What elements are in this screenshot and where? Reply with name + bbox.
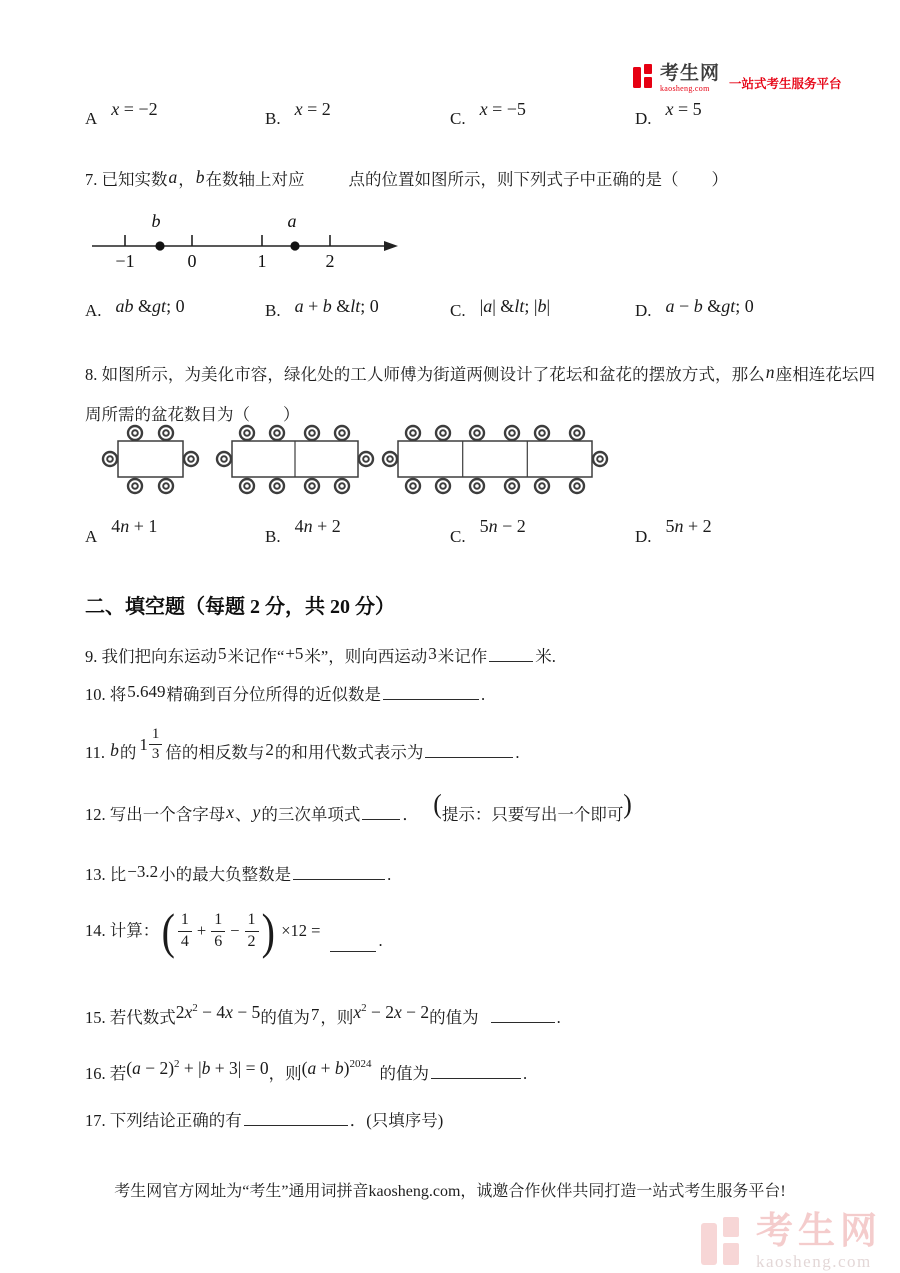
var-b: b (195, 167, 205, 187)
text-segment: 12. 写出一个含字母 (85, 805, 226, 824)
option-b (265, 99, 331, 129)
expression (176, 1002, 261, 1022)
text-segment: 7. 已知实数 (85, 170, 168, 189)
answer-blank (244, 1113, 348, 1126)
text-segment: 的值为 (379, 1063, 429, 1083)
text-segment: ， (178, 170, 195, 189)
point-a-label: a (287, 211, 297, 231)
denominator: 3 (151, 746, 160, 763)
operator: + (196, 921, 207, 940)
text-segment: 米记作 (437, 647, 488, 666)
var-y: y (252, 802, 261, 822)
operator: − (230, 921, 240, 940)
option-expression: a + b &lt; 0 (294, 296, 379, 316)
answer-blank (293, 867, 385, 880)
expr-part: (a + b) (301, 1057, 350, 1078)
denominator: 4 (180, 932, 189, 950)
text-segment: . (378, 931, 383, 950)
option-expression: 5n + 2 (665, 516, 712, 536)
question8-options (0, 516, 900, 558)
option-b (265, 296, 379, 321)
logo-name: 考生网 (660, 63, 721, 84)
question7-options (0, 296, 900, 332)
text-segment: 倍的相反数与 (165, 742, 265, 762)
option-expression: a − b &gt; 0 (665, 296, 754, 316)
text-segment: ． (402, 805, 419, 824)
question16 (85, 1058, 527, 1085)
text-segment: 点的位置如图所示，则下列式子中正确的是（ ） (348, 170, 728, 189)
expr-part: − 2x − 2 (366, 1001, 430, 1022)
right-paren: ) (623, 789, 633, 819)
option-d (635, 296, 754, 321)
text-segment: . (556, 1007, 561, 1027)
answer-blank (431, 1066, 521, 1079)
answer-blank (362, 807, 400, 820)
kaosheng-logo-icon (633, 64, 655, 90)
option-d (635, 99, 702, 129)
text-segment: 17. 下列结论正确的有 (85, 1111, 242, 1130)
answer-blank (383, 687, 479, 700)
point-b-dot (155, 241, 164, 250)
hint-text: 提示：只要写出一个即可 (441, 805, 624, 824)
left-paren: ( (161, 903, 176, 959)
denominator: 2 (247, 932, 256, 950)
question10 (85, 684, 485, 706)
text-segment: 16. 若 (85, 1063, 127, 1083)
watermark-domain: kaosheng.com (756, 1252, 872, 1271)
text-segment: 10. 将 (85, 685, 127, 704)
option-label: A. (85, 301, 102, 320)
expr-part: 2x (175, 1001, 193, 1022)
option-label: B. (265, 527, 281, 546)
expr-part: x (353, 1001, 362, 1022)
option-label: D. (635, 301, 652, 320)
question14 (85, 902, 383, 960)
var-b: b (110, 739, 119, 760)
option-expression: ab &gt; 0 (115, 296, 185, 316)
option-expression: x = 2 (294, 99, 331, 119)
text-segment: 米”，则向西运动 (304, 647, 428, 666)
number: 5.649 (127, 682, 166, 701)
text-segment: . (515, 742, 520, 762)
fraction (245, 911, 259, 951)
option-expression: |a| &lt; |b| (479, 296, 551, 316)
expression (126, 1058, 268, 1078)
option-label: D. (635, 527, 652, 546)
numerator: 1 (245, 911, 259, 931)
text-segment: . (522, 1063, 528, 1083)
option-a (85, 296, 185, 321)
site-logo (633, 64, 842, 93)
whole-part: 1 (139, 734, 148, 754)
logo-tagline: 一站式考生服务平台 (729, 77, 842, 91)
question13 (85, 864, 391, 886)
number-line-figure (90, 210, 400, 274)
var-n: n (765, 362, 775, 382)
question15 (85, 1002, 561, 1029)
expr-part: + |b + 3| = 0 (179, 1057, 269, 1078)
fraction (149, 726, 163, 764)
arrow-head (384, 241, 398, 251)
text-segment: 的三次单项式 (261, 805, 361, 824)
text-segment: 15. 若代数式 (85, 1007, 176, 1027)
fraction (178, 911, 192, 951)
number: 2 (265, 739, 274, 759)
text-segment: 精确到百分位所得的近似数是 (166, 685, 381, 704)
left-paren: ( (433, 789, 442, 819)
text-segment: ，则 (320, 1007, 354, 1027)
answer-blank (489, 649, 533, 662)
answer-blank (425, 745, 513, 758)
expression (353, 1002, 429, 1022)
mixed-number (139, 726, 162, 764)
option-expression: x = 5 (665, 99, 702, 119)
exponent: 2 (174, 1058, 180, 1070)
tick-label: −1 (115, 251, 135, 271)
tick-label: 0 (187, 251, 197, 271)
option-a (85, 99, 158, 129)
text-segment: 米记作“ (227, 647, 285, 666)
logo-text-block (660, 64, 720, 93)
option-expression: x = −5 (479, 99, 526, 119)
expression (302, 1058, 372, 1078)
text-segment: 在数轴上对应 (205, 170, 305, 189)
text-segment: 米. (535, 647, 556, 666)
option-label: B. (265, 301, 281, 320)
var-x: x (226, 802, 235, 822)
answer-blank (330, 939, 376, 952)
point-a-dot (290, 241, 299, 250)
denominator: 6 (214, 932, 223, 950)
option-label: C. (450, 301, 466, 320)
text-segment: 的 (119, 742, 137, 762)
text-segment: 座相连花坛四周所需的盆花数目为（ ） (85, 365, 876, 424)
option-expression: 4n + 1 (111, 516, 158, 536)
tick-label: 1 (257, 251, 267, 271)
text-segment: 、 (235, 805, 252, 824)
question11 (85, 726, 520, 772)
point-b-label: b (151, 211, 161, 231)
option-label: A (85, 527, 98, 546)
exponent: 2 (361, 1002, 367, 1014)
text-segment: . (387, 865, 392, 884)
text-segment: 小的最大负整数是 (159, 865, 292, 884)
number: 3 (428, 644, 437, 663)
exponent: 2 (192, 1002, 198, 1014)
expr-part: (a − 2) (126, 1057, 175, 1078)
text-segment: 9. 我们把向东运动 (85, 647, 217, 666)
text-segment: ．(只填序号) (349, 1111, 444, 1130)
option-expression: x = −2 (111, 99, 158, 119)
numerator: 1 (149, 726, 163, 745)
logo-domain: kaosheng.com (660, 84, 710, 93)
option-label: B. (265, 109, 281, 128)
footer-text: 考生网官方网址为“考生”通用词拼音kaosheng.com，诚邀合作伙伴共同打造一站式考生服务平台! (114, 1183, 786, 1200)
text-segment: 11. (85, 742, 110, 762)
question12 (85, 789, 633, 826)
text-segment: 的值为 (260, 1007, 310, 1027)
text-segment: 的和用代数式表示为 (274, 742, 424, 762)
option-c (450, 99, 526, 129)
number: 5 (218, 644, 227, 663)
option-label: C. (450, 527, 466, 546)
option-a (85, 516, 158, 547)
text-segment: . (481, 685, 486, 704)
text-segment: ，则 (268, 1063, 302, 1083)
section-title: 二、填空题（每题 2 分，共 20 分） (85, 596, 395, 618)
text-segment: ×12 = (281, 921, 321, 940)
number: +5 (285, 644, 304, 663)
question6-options (0, 99, 900, 140)
number: −3.2 (127, 862, 159, 881)
text-segment: 的值为 (429, 1007, 479, 1027)
tick-label: 2 (325, 251, 335, 271)
option-label: A (85, 109, 98, 128)
question9 (85, 646, 556, 668)
numerator: 1 (178, 911, 192, 931)
flowerbed-figure (95, 420, 625, 500)
watermark (700, 1211, 882, 1272)
number: 7 (310, 1004, 320, 1024)
var-a: a (168, 167, 178, 187)
text-segment: 14. 计算： (85, 921, 160, 940)
watermark-text-block (756, 1211, 882, 1272)
expr-part: − 4x − 5 (197, 1001, 261, 1022)
watermark-name: 考生网 (756, 1211, 882, 1252)
question7-stem (85, 168, 728, 191)
option-expression: 4n + 2 (294, 516, 341, 536)
fraction (211, 911, 225, 951)
option-b (265, 516, 341, 547)
exponent: 2024 (349, 1058, 372, 1070)
answer-blank (491, 1010, 555, 1023)
option-label: C. (450, 109, 466, 128)
option-label: D. (635, 109, 652, 128)
option-c (450, 296, 551, 321)
option-c (450, 516, 526, 547)
option-d (635, 516, 712, 547)
option-expression: 5n − 2 (479, 516, 526, 536)
text-segment: 13. 比 (85, 865, 127, 884)
text-segment: 8. 如图所示，为美化市容，绿化处的工人师傅为街道两侧设计了花坛和盆花的摆放方式，那么 (85, 365, 765, 384)
question17 (85, 1110, 443, 1132)
numerator: 1 (211, 911, 225, 931)
kaosheng-watermark-icon (700, 1217, 746, 1269)
right-paren: ) (261, 903, 275, 959)
